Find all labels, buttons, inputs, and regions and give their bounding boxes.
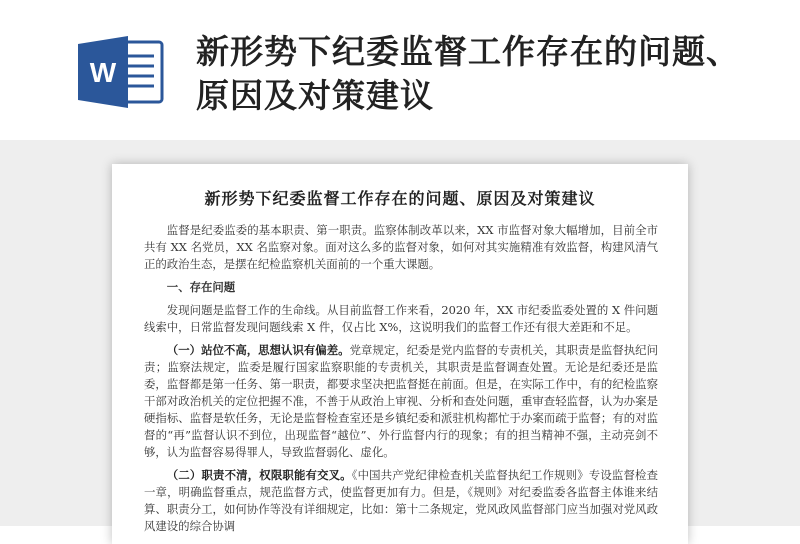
svg-text:W: W [89,57,117,88]
document-page [112,164,688,544]
paragraph-problem-overview: 发现问题是监督工作的生命线。从目前监督工作来看，2020 年，XX 市纪委监委处置的 X 件问题线索中，日常监督发现问题线索 X 件，仅占比 X%，这说明我们的监督工作还有很大差距和不足。 [144,303,658,334]
document-title: 新形势下纪委监督工作存在的问题、原因及对策建议 [204,189,596,208]
document-body [144,222,658,541]
item-1-heading: （一）站位不高，思想认识有偏差。 [166,343,350,357]
item-1-body: 党章规定，纪委是党内监督的专责机关，其职责是监督执纪问责；监察法规定，监委是履行国家监察职能的专责机关，其职责是监督调查处置。无论是纪委还是监委，监督都是第一任务、第一职责，都要求坚决把监督挺在前面。但是，在实际工作中，有的纪检监察干部对政治机关的定位把握不准，不善于从政治上审视、分析和查处问题，重审查轻监督，认为办案是硬指标、监督是软任务，无论是监督检查室还是乡镇纪委和派驻机构都忙于办案而疏于监督；有的对监督的“再”监督认识不到位，出现监督“越位”、外行监督内行的现象；有的担当精神不强，主动亮剑不够，认为监督容易得罪人，导致监督弱化、虚化。 [144,343,658,459]
word-icon [74,36,166,108]
item-2-heading: （二）职责不清，权限职能有交叉。 [166,468,352,482]
section-heading: 一、存在问题 [166,280,236,294]
paragraph-intro: 监督是纪委监委的基本职责、第一职责。监察体制改革以来，XX 市监督对象大幅增加，目前全市共有 XX 名党员，XX 名监察对象。面对这么多的监督对象，如何对其实施精准有效监督，构建风清气正的政治生态，是摆在纪检监察机关面前的一个重大课题。 [144,223,658,271]
header-banner [0,0,800,140]
page-title: 新形势下纪委监督工作存在的问题、原因及对策建议 [196,32,740,115]
item-2-body: 《中国共产党纪律检查机关监督执纪工作规则》专设监督检查一章，明确监督重点，规范监督方式，使监督更加有力。但是，《规则》对纪委监委各监督主体谁来结算、职责分工，如何协作等没有详细规定，比如：第十二条规定，党风政风监督部门应当加强对党风政风建设的综合协调 [144,468,658,533]
paragraph-item-1 [144,342,658,461]
paragraph-item-2 [144,467,658,535]
